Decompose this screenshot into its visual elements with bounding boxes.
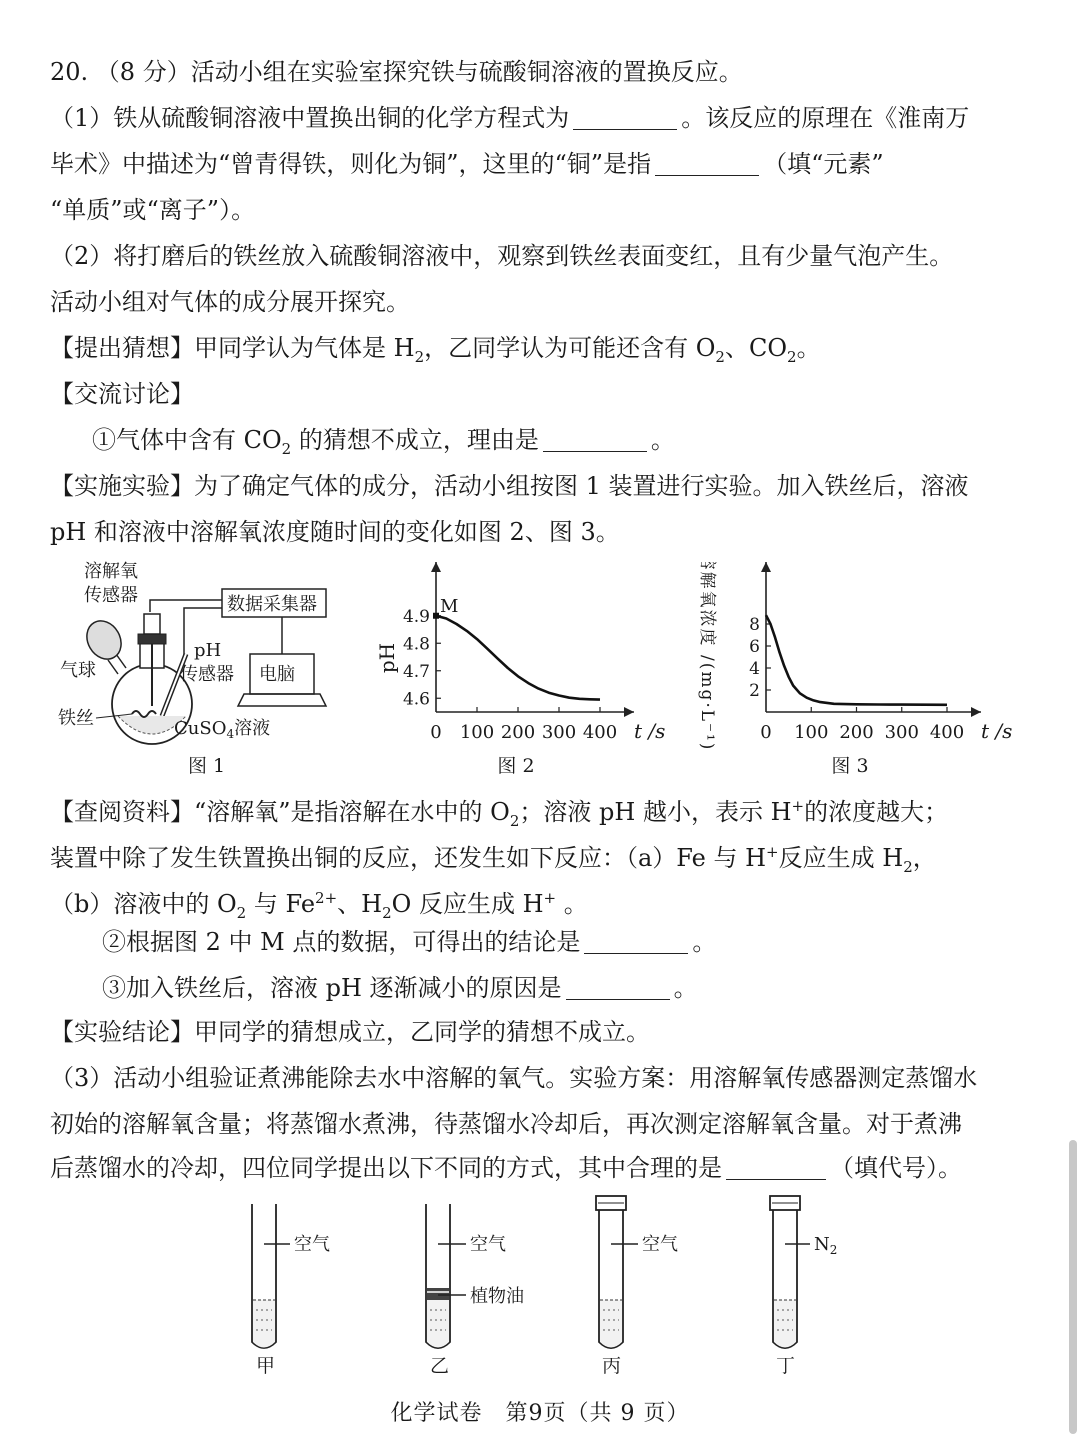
oxygen-chart-xtick-label: 0: [760, 722, 772, 743]
ph-chart-point-m-label: M: [440, 595, 459, 617]
ph-chart-x-label: t /s: [634, 719, 666, 743]
label-iron-wire: 铁丝: [58, 708, 94, 729]
ph-chart-xtick-label: 0: [430, 722, 442, 743]
discuss-line: ①气体中含有 $CO_2$ 的猜想不成立，理由是 。: [92, 426, 675, 458]
ph-chart-series-line: [436, 616, 600, 700]
test-tube-yi: [426, 1204, 524, 1377]
tube-yi-label-air: 空气: [470, 1234, 506, 1255]
part2-line2: 活动小组对气体的成分展开探究。: [50, 288, 410, 316]
answer-blank-equation[interactable]: [573, 105, 677, 130]
test-tube-jia: [252, 1204, 330, 1377]
oxygen-chart-y-label: 溶解氧浓度 /(mg·L⁻¹): [697, 562, 717, 752]
oxygen-chart-series-line: [766, 615, 947, 705]
oxygen-chart-xtick-label: 100: [794, 722, 829, 743]
oxygen-chart-ytick-label: 2: [749, 681, 760, 701]
question-2-line: ②根据图 2 中 M 点的数据，可得出的结论是 。: [102, 928, 717, 956]
ph-chart-point-m: [433, 613, 439, 619]
oxygen-chart-x-label: t /s: [981, 719, 1013, 743]
oxygen-chart-xtick-label: 200: [839, 722, 874, 743]
question-title: 20. （8 分）活动小组在实验室探究铁与硫酸铜溶液的置换反应。: [50, 58, 743, 86]
page-footer: 化学试卷 第9页（共 9 页）: [390, 1401, 690, 1426]
tube-bing-label-air: 空气: [642, 1234, 678, 1255]
chart-ph-svg: [366, 562, 666, 786]
figure-2-caption: 图 2: [497, 755, 535, 777]
oxygen-chart-ytick-label: 6: [749, 637, 760, 657]
conclusion-line: 【实验结论】甲同学的猜想成立，乙同学的猜想不成立。: [50, 1018, 650, 1046]
ph-chart-ytick-label: 4.9: [402, 606, 430, 627]
label-cuso4-solution: CuSO$_4$溶液: [174, 718, 271, 741]
tube-ding-caption: 丁: [776, 1355, 796, 1377]
ph-chart-ytick-label: 4.7: [402, 661, 430, 682]
figure-3-oxygen-chart: [680, 562, 1030, 786]
scrollbar[interactable]: [1069, 1140, 1077, 1434]
ph-chart-x-arrow: [624, 707, 634, 717]
tube-bing-caption: 丙: [602, 1355, 622, 1377]
tube-yi-caption: 乙: [430, 1355, 450, 1377]
answer-blank-point-m[interactable]: [584, 929, 688, 954]
oxygen-chart-ytick-label: 4: [749, 659, 760, 679]
figure-3-caption: 图 3: [831, 755, 869, 777]
figure-1-apparatus: [50, 556, 350, 786]
test-tube-figures: [230, 1192, 850, 1382]
ph-chart-ytick-label: 4.8: [402, 634, 430, 655]
figure-2-ph-chart: [366, 562, 666, 786]
answer-blank-cooling-method[interactable]: [726, 1155, 826, 1180]
ph-chart-ytick-label: 4.6: [402, 689, 430, 710]
discuss-head: 【交流讨论】: [50, 380, 194, 408]
figure-1-caption: 图 1: [188, 755, 226, 777]
label-ph-sensor-1: pH: [194, 640, 222, 661]
test-tube-ding: [770, 1196, 837, 1377]
tube-ding-label-n2: $N_2$: [814, 1234, 838, 1257]
part2-line1: （2）将打磨后的铁丝放入硫酸铜溶液中，观察到铁丝表面变红，且有少量气泡产生。: [50, 242, 954, 270]
ph-chart-xtick-label: 300: [541, 722, 577, 743]
ph-chart-xtick-label: 100: [459, 722, 495, 743]
ph-chart-xtick-label: 400: [582, 722, 618, 743]
part3-line2: 初始的溶解氧含量；将蒸馏水煮沸，待蒸馏水冷却后，再次测定溶解氧含量。对于煮沸: [50, 1110, 962, 1138]
label-data-collector: 数据采集器: [227, 594, 317, 615]
oxygen-chart-ytick-label: 8: [749, 615, 760, 635]
tube-yi-label-oil: 植物油: [470, 1286, 524, 1307]
label-ph-sensor-2: 传感器: [180, 664, 234, 685]
part3-line1: （3）活动小组验证煮沸能除去水中溶解的氧气。实验方案：用溶解氧传感器测定蒸馏水: [50, 1064, 978, 1092]
label-o2-sensor-2: 传感器: [84, 585, 138, 606]
oxygen-chart-xtick-label: 400: [929, 722, 965, 743]
guess-line: 【提出猜想】甲同学认为气体是 $H_2$，乙同学认为可能还含有 $O_2$、$CO_2$。: [50, 334, 821, 366]
answer-blank-ph-reason[interactable]: [566, 975, 670, 1000]
part1-line1: （1）铁从硫酸铜溶液中置换出铜的化学方程式为 。该反应的原理在《淮南万: [50, 104, 970, 132]
ph-chart-y-label: pH: [375, 642, 399, 674]
reference-line3: （b）溶液中的 $O_2$ 与 $Fe^{2+}$、$H_2O$ 反应生成 H+ 。: [50, 889, 588, 922]
chart-oxygen-svg: [680, 562, 1030, 786]
experiment-line2: pH 和溶液中溶解氧浓度随时间的变化如图 2、图 3。: [50, 518, 620, 546]
question-3-line: ③加入铁丝后，溶液 pH 逐渐减小的原因是 。: [102, 974, 698, 1002]
part1-line2: 毕术》中描述为“曾青得铁，则化为铜”，这里的“铜”是指 （填“元素”: [50, 150, 884, 178]
tube-jia-caption: 甲: [256, 1355, 276, 1377]
oxygen-chart-xtick-label: 300: [884, 722, 919, 743]
ph-chart-xtick-label: 200: [500, 722, 536, 743]
reference-line1: 【查阅资料】“溶解氧”是指溶解在水中的 $O_2$；溶液 pH 越小，表示 H+的浓度越大；: [50, 797, 949, 830]
answer-blank-co2-reason[interactable]: [543, 427, 647, 452]
part1-line3: “单质”或“离子”）。: [50, 196, 256, 224]
label-o2-sensor-1: 溶解氧: [84, 561, 138, 582]
oxygen-chart-x-arrow: [971, 707, 981, 717]
test-tube-bing: [596, 1196, 678, 1377]
part3-line3: 后蒸馏水的冷却，四位同学提出以下不同的方式，其中合理的是 （填代号）。: [50, 1154, 962, 1182]
tube-jia-label-air: 空气: [294, 1234, 330, 1255]
oxygen-chart-y-arrow: [761, 562, 771, 572]
ph-chart-y-arrow: [431, 562, 441, 572]
reference-line2: 装置中除了发生铁置换出铜的反应，还发生如下反应：（a）Fe 与 H+反应生成 $H_2$，: [50, 843, 937, 876]
experiment-line1: 【实施实验】为了确定气体的成分，活动小组按图 1 装置进行实验。加入铁丝后，溶液: [50, 472, 969, 500]
answer-blank-copper-form[interactable]: [655, 151, 759, 176]
label-balloon: 气球: [60, 660, 96, 681]
label-computer: 电脑: [259, 664, 295, 685]
